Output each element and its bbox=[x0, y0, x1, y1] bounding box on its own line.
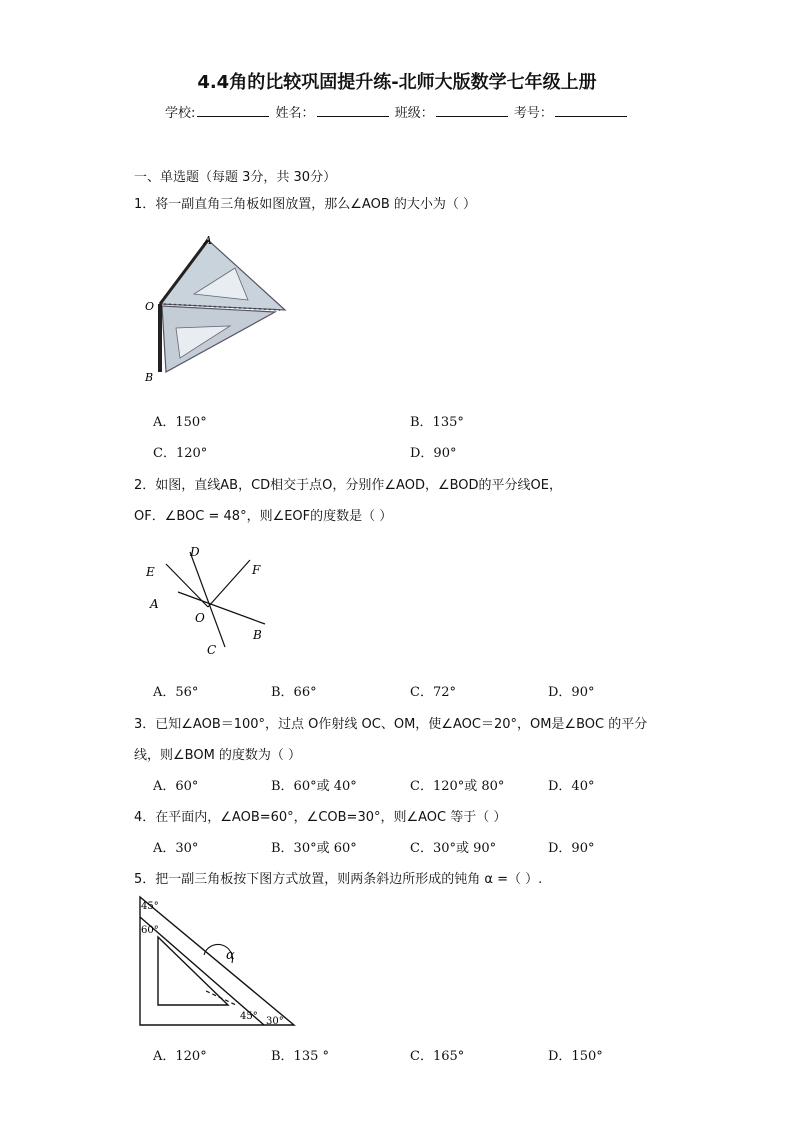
q1-option-d[interactable]: D．90° bbox=[410, 446, 457, 461]
q5-option-c[interactable]: C．165° bbox=[410, 1049, 465, 1064]
label-top-60: 60° bbox=[141, 925, 159, 936]
ray-of bbox=[208, 560, 250, 607]
q3-option-a[interactable]: A．60° bbox=[153, 779, 199, 794]
q2-option-a[interactable]: A．56° bbox=[153, 685, 199, 700]
question-3-line-1: 3．已知∠AOB＝100°，过点 O作射线 OC、OM，使∠AOC＝20°，OM是∠BOC 的平分 bbox=[134, 717, 648, 732]
line-ab bbox=[178, 592, 265, 624]
q3-option-d[interactable]: D．40° bbox=[548, 779, 595, 794]
large-45-triangle bbox=[140, 897, 294, 1025]
label-b: B bbox=[253, 628, 262, 642]
q5-option-b[interactable]: B．135 ° bbox=[271, 1049, 329, 1064]
school-label: 学校: bbox=[165, 106, 196, 121]
q4-option-a[interactable]: A．30° bbox=[153, 841, 199, 856]
line-cd bbox=[190, 552, 225, 647]
class-label: 班级： bbox=[394, 106, 434, 121]
question-4-text: 4．在平面内，∠AOB=60°，∠COB=30°，则∠AOC 等于（ ） bbox=[134, 810, 507, 825]
school-blank[interactable] bbox=[197, 104, 269, 117]
name-blank[interactable] bbox=[317, 104, 389, 117]
question-3-line-2: 线，则∠BOM 的度数为（ ） bbox=[134, 748, 302, 763]
q3-option-c[interactable]: C．120°或 80° bbox=[410, 779, 505, 794]
label-bottom-45: 45° bbox=[240, 1011, 258, 1022]
extension-dashed bbox=[206, 991, 236, 1005]
number-blank[interactable] bbox=[555, 104, 627, 117]
q4-option-b[interactable]: B．30°或 60° bbox=[271, 841, 357, 856]
question-2-line-2: OF．∠BOC = 48°，则∠EOF的度数是（ ） bbox=[134, 509, 393, 524]
q1-option-a[interactable]: A．150° bbox=[153, 415, 207, 430]
q4-option-c[interactable]: C．30°或 90° bbox=[410, 841, 497, 856]
question-1-text: 1．将一副直角三角板如图放置，那么∠AOB 的大小为（ ） bbox=[134, 197, 477, 212]
label-b: B bbox=[145, 371, 154, 384]
q5-option-d[interactable]: D．150° bbox=[548, 1049, 603, 1064]
label-e: E bbox=[146, 565, 155, 579]
set-squares-figure-1 bbox=[140, 232, 290, 384]
inner-right-triangle bbox=[158, 937, 228, 1005]
name-label: 姓名： bbox=[275, 106, 315, 121]
q1-option-b[interactable]: B．135° bbox=[410, 415, 464, 430]
question-2-line-1: 2．如图，直线AB，CD相交于点O，分别作∠AOD，∠BOD的平分线OE， bbox=[134, 478, 562, 493]
intersecting-lines-figure bbox=[140, 542, 270, 660]
label-top-45: 45° bbox=[141, 901, 159, 912]
q3-option-b[interactable]: B．60°或 40° bbox=[271, 779, 357, 794]
label-a: A bbox=[204, 234, 212, 247]
page-title: 4.4角的比较巩固提升练-北师大版数学七年级上册 bbox=[197, 72, 597, 93]
question-5-text: 5．把一副三角板按下图方式放置，则两条斜边所形成的钝角 α =（ ）. bbox=[134, 872, 543, 887]
number-label: 考号： bbox=[513, 106, 553, 121]
ray-oe bbox=[166, 564, 208, 607]
q2-option-d[interactable]: D．90° bbox=[548, 685, 595, 700]
q2-option-b[interactable]: B．66° bbox=[271, 685, 317, 700]
section-heading: 一、单选题（每题 3分，共 30分） bbox=[134, 170, 337, 185]
large-set-square bbox=[160, 240, 285, 310]
q2-option-c[interactable]: C．72° bbox=[410, 685, 456, 700]
q4-option-d[interactable]: D．90° bbox=[548, 841, 595, 856]
label-f: F bbox=[252, 563, 261, 577]
q5-option-a[interactable]: A．120° bbox=[153, 1049, 207, 1064]
small-square-cutout bbox=[176, 326, 230, 358]
label-c: C bbox=[207, 643, 217, 657]
label-alpha: α bbox=[226, 948, 235, 963]
class-blank[interactable] bbox=[436, 104, 508, 117]
set-squares-figure-5 bbox=[136, 893, 298, 1029]
label-a: A bbox=[150, 597, 159, 611]
label-bottom-30: 30° bbox=[266, 1016, 284, 1027]
label-d: D bbox=[190, 545, 200, 559]
student-info-line bbox=[165, 102, 629, 121]
q1-option-c[interactable]: C．120° bbox=[153, 446, 208, 461]
label-o: O bbox=[145, 300, 155, 313]
label-o: O bbox=[195, 611, 205, 625]
